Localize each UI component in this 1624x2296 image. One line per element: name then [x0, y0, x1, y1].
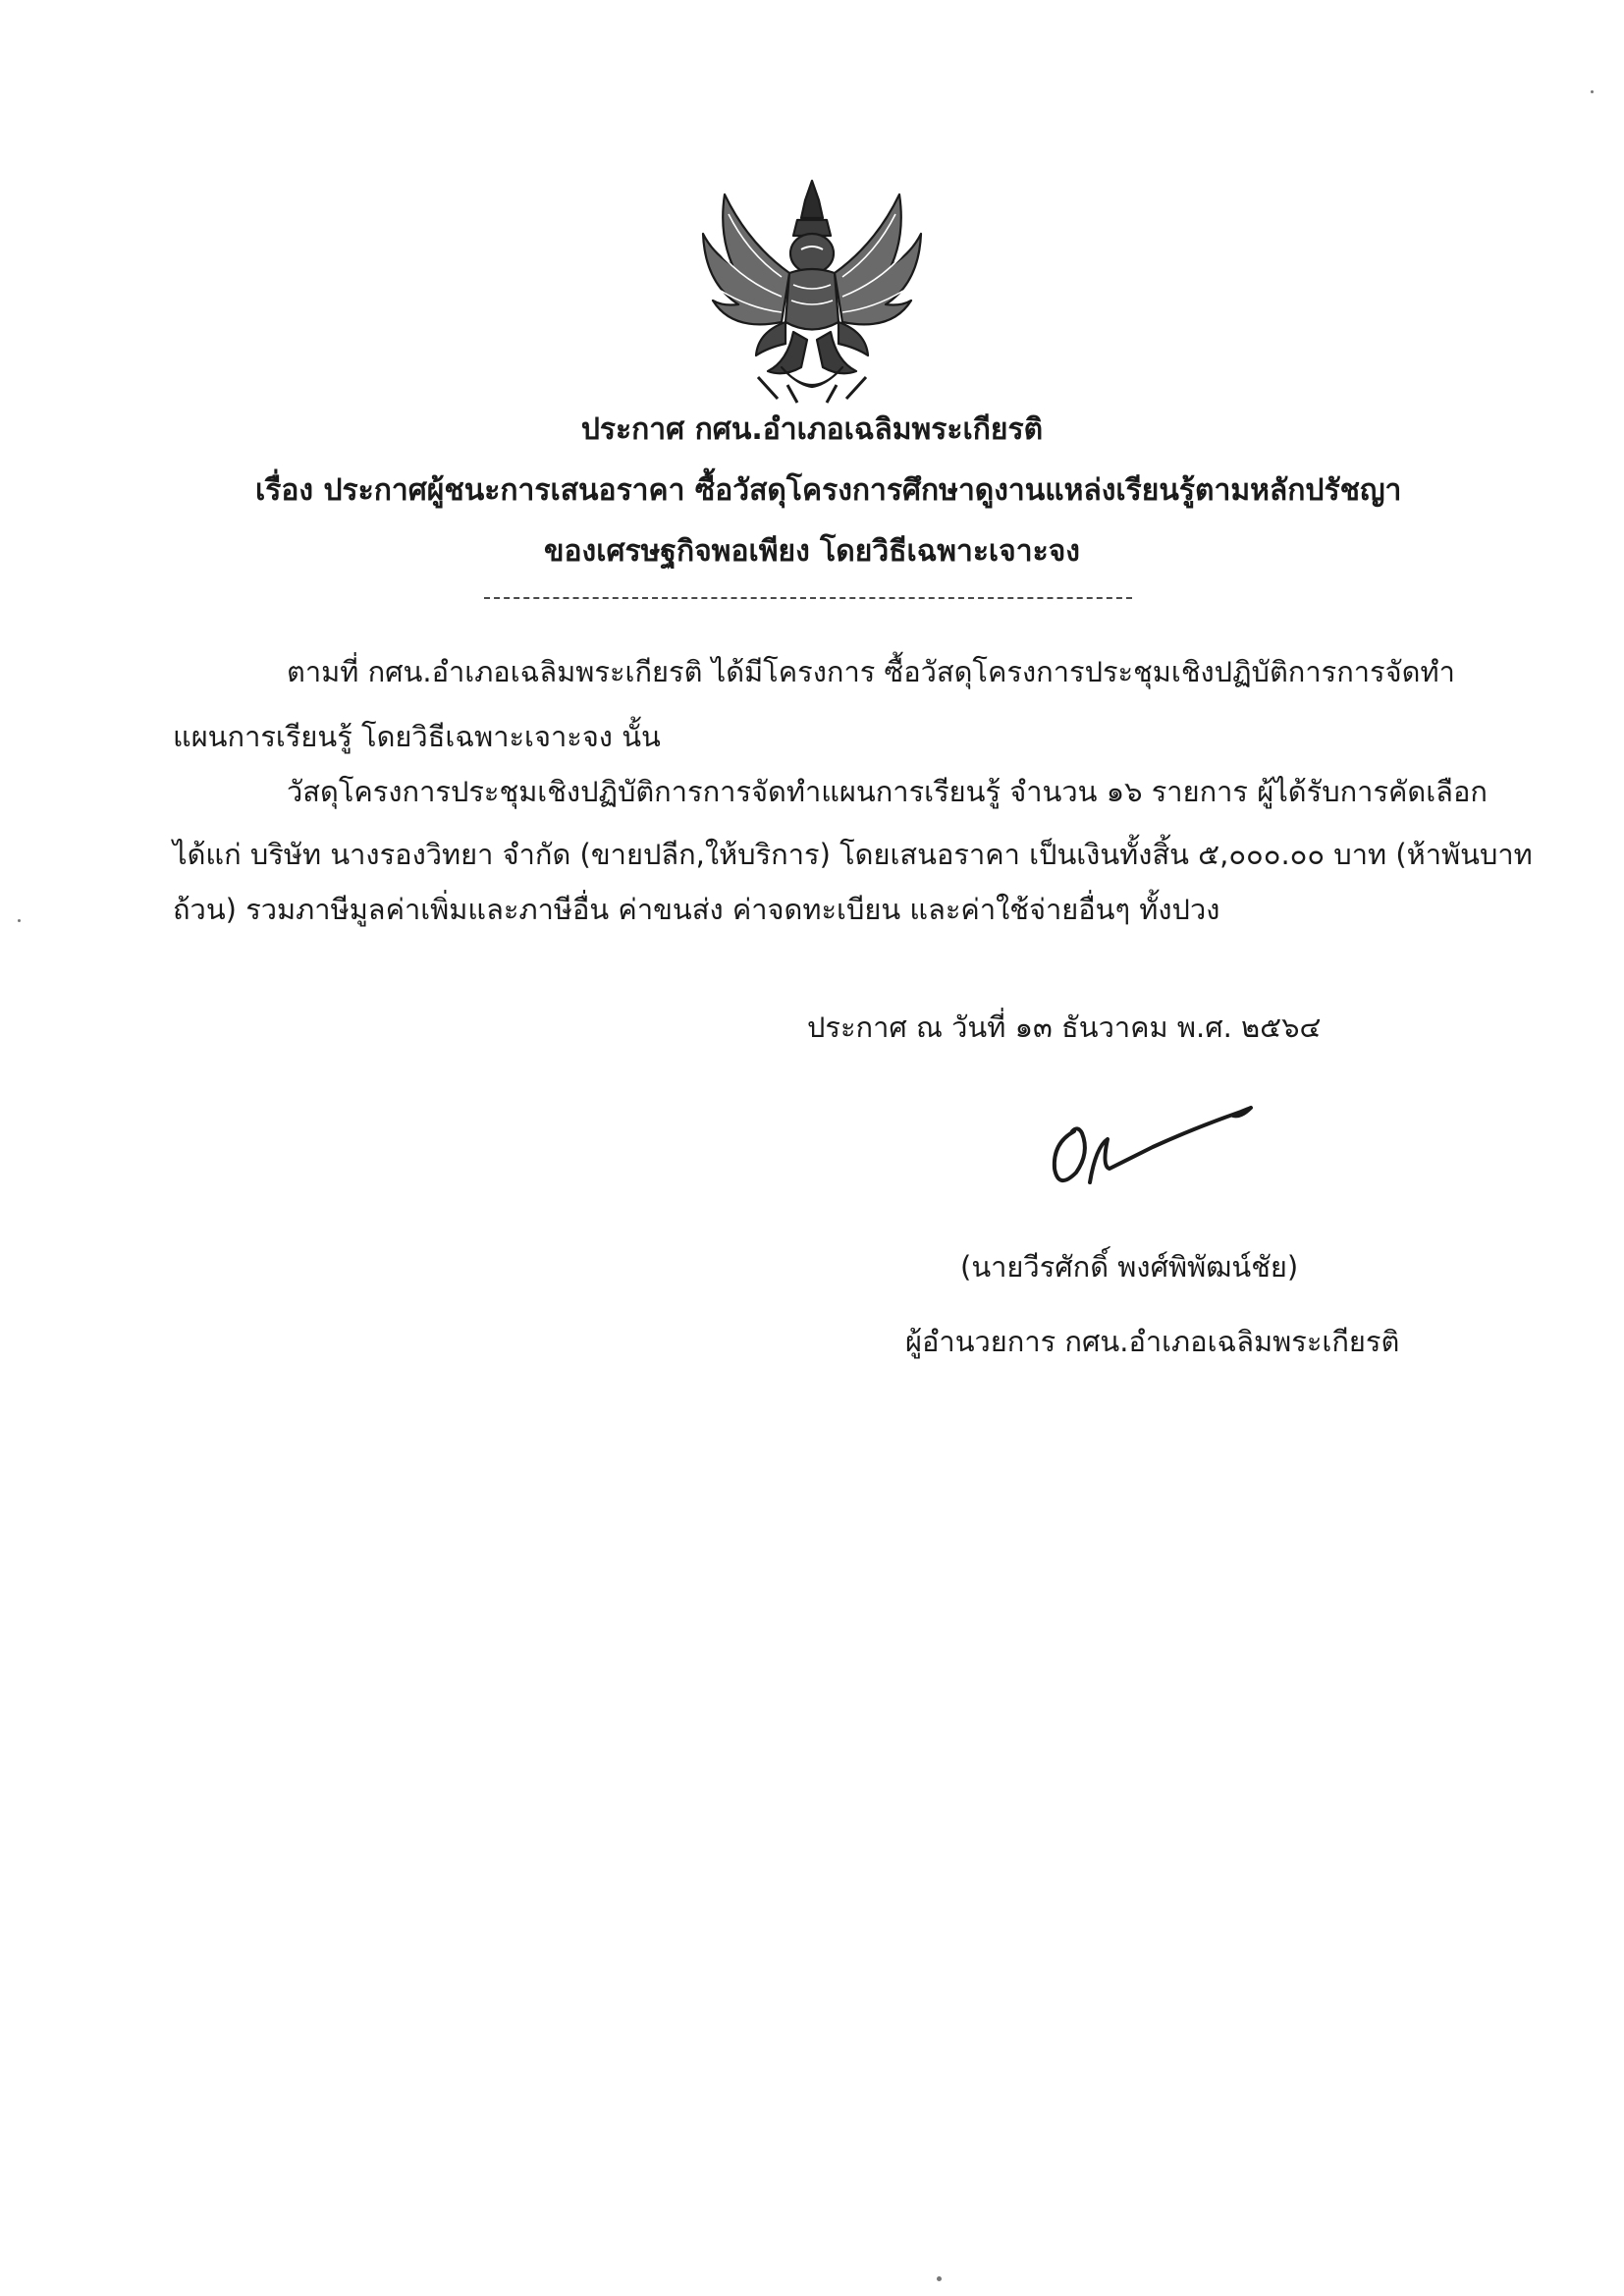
- scan-speck: [1591, 90, 1594, 93]
- announcement-subject-line-1: เรื่อง ประกาศผู้ชนะการเสนอราคา ซื้อวัสดุโครงการศึกษาดูงานแหล่งเรียนรู้ตามหลักปรัชญา: [255, 473, 1402, 508]
- announcement-title: ประกาศ กศน.อำเภอเฉลิมพระเกียรติ: [580, 412, 1044, 447]
- paragraph-1-line-1: ตามที่ กศน.อำเภอเฉลิมพระเกียรติ ได้มีโครงการ ซื้อวัสดุโครงการประชุมเชิงปฏิบัติการการจัดทำ: [287, 655, 1455, 688]
- paragraph-2-line-3: ถ้วน) รวมภาษีมูลค่าเพิ่มและภาษีอื่น ค่าขนส่ง ค่าจดทะเบียน และค่าใช้จ่ายอื่นๆ ทั้งปวง: [173, 893, 1220, 926]
- paragraph-2-line-2: ได้แก่ บริษัท นางรองวิทยา จำกัด (ขายปลีก,ให้บริการ) โดยเสนอราคา เป็นเงินทั้งสิ้น ๕,๐๐๐.๐๐ บาท (ห้าพันบาท: [173, 838, 1533, 871]
- signer-title: ผู้อำนวยการ กศน.อำเภอเฉลิมพระเกียรติ: [905, 1325, 1400, 1358]
- garuda-emblem-icon: [699, 175, 925, 407]
- scan-speck: [937, 2276, 942, 2281]
- announcement-date: ประกาศ ณ วันที่ ๑๓ ธันวาคม พ.ศ. ๒๕๖๔: [807, 1011, 1322, 1044]
- paragraph-1-line-2: แผนการเรียนรู้ โดยวิธีเฉพาะเจาะจง นั้น: [173, 720, 661, 753]
- paragraph-2-line-1: วัสดุโครงการประชุมเชิงปฏิบัติการการจัดทำแผนการเรียนรู้ จำนวน ๑๖ รายการ ผู้ได้รับการคัดเลือก: [287, 775, 1488, 808]
- scan-speck: [18, 919, 21, 922]
- signer-name: (นายวีรศักดิ์ พงศ์พิพัฒน์ชัย): [960, 1250, 1299, 1284]
- announcement-subject-line-2: ของเศรษฐกิจพอเพียง โดยวิธีเฉพาะเจาะจง: [544, 534, 1080, 569]
- title-divider: [484, 597, 1132, 599]
- signature-icon: [1039, 1092, 1274, 1196]
